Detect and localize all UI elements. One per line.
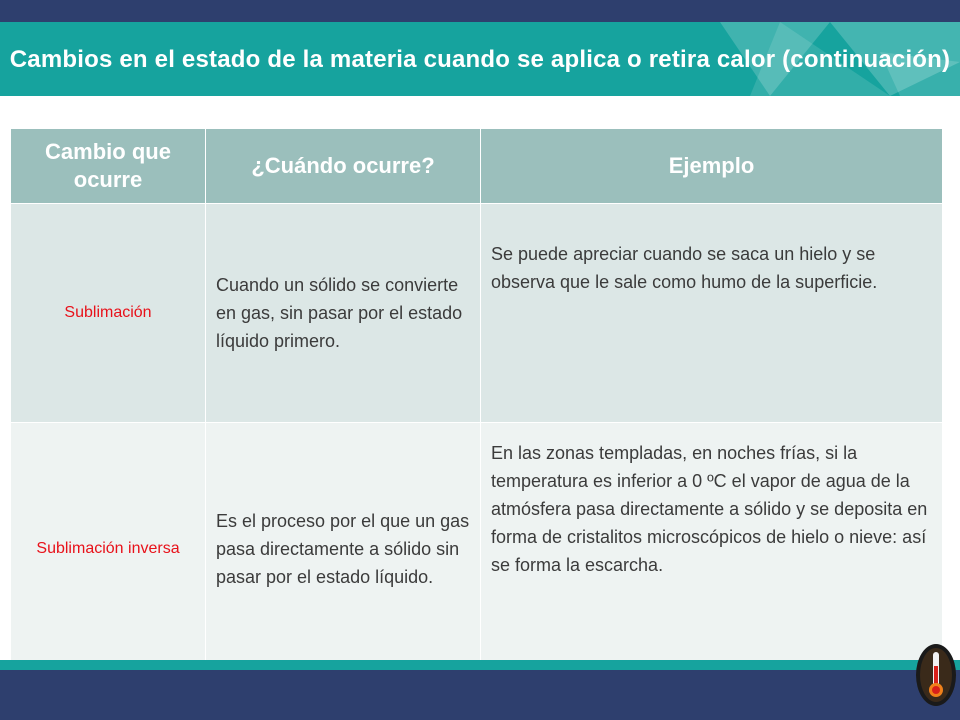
column-header-change: Cambio que ocurre [11, 129, 206, 204]
example-cell: Se puede apreciar cuando se saca un hielo y se observa que le sale como humo de la superficie. [481, 204, 943, 423]
table-row [11, 423, 943, 676]
title-band [0, 22, 960, 96]
slide-title: Cambios en el estado de la materia cuando se aplica o retira calor (continuación) [9, 45, 951, 73]
table-header-row [11, 129, 943, 204]
top-band [0, 0, 960, 22]
states-table [10, 128, 942, 676]
when-cell: Cuando un sólido se convierte en gas, sin pasar por el estado líquido primero. [206, 204, 481, 423]
when-cell: Es el proceso por el que un gas pasa directamente a sólido sin pasar por el estado líquido. [206, 423, 481, 676]
column-header-when: ¿Cuándo ocurre? [206, 129, 481, 204]
bottom-band [0, 670, 960, 720]
table-row [11, 204, 943, 423]
column-header-example: Ejemplo [481, 129, 943, 204]
change-cell: Sublimación inversa [11, 423, 206, 676]
bottom-accent-band [0, 660, 960, 670]
example-cell: En las zonas templadas, en noches frías, si la temperatura es inferior a 0 ºC el vapor de agua de la atmósfera pasa directamente a sólido y se deposita en forma de cristalitos microscópicos de hielo o nieve: así se forma la escarcha. [481, 423, 943, 676]
thermometer-flame-icon [914, 642, 958, 708]
change-cell: Sublimación [11, 204, 206, 423]
